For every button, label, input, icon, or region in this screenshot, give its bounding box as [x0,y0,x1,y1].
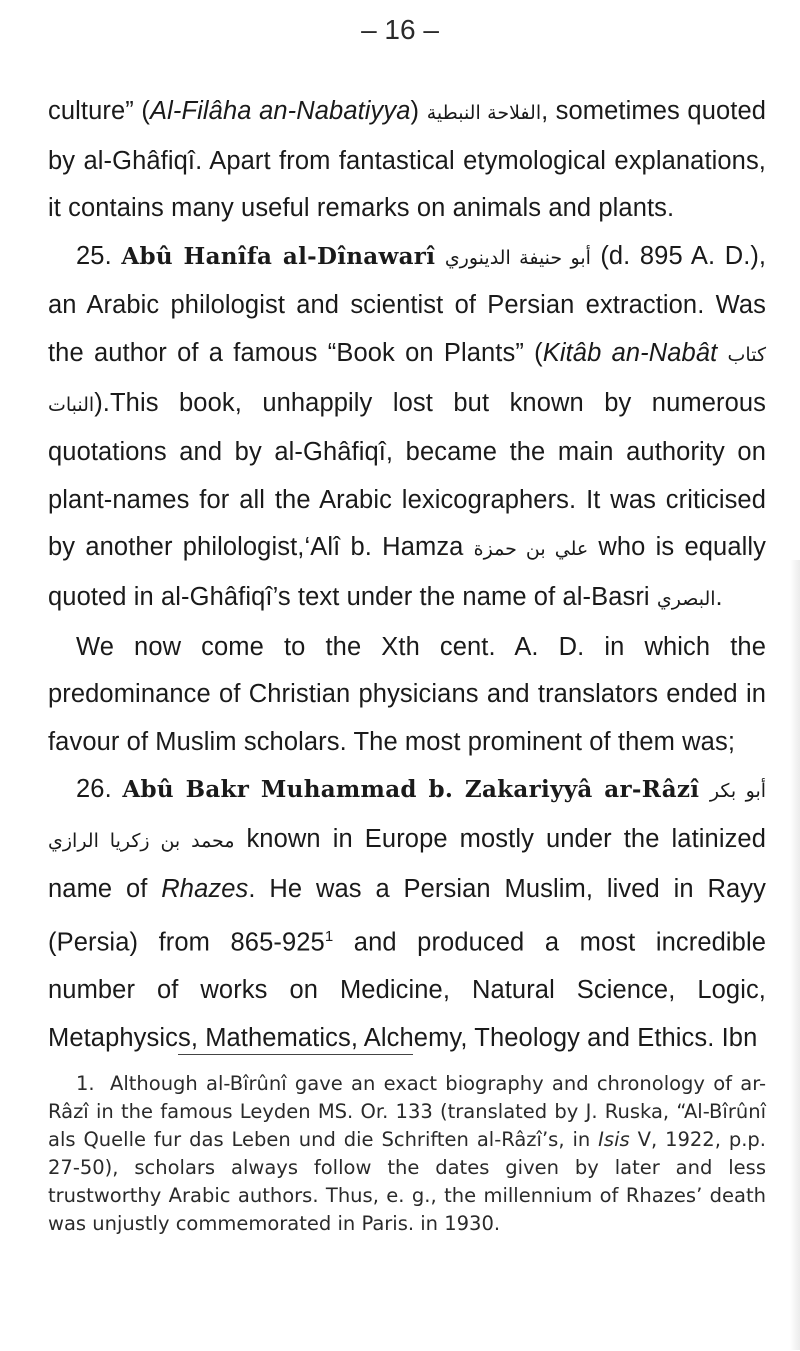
footnote: 1. Although al-Bîrûnî gave an exact biography and chronology of ar-Râzî in the famous Leyden MS. Or. 133 (translated by J. Ruska, “Al-Bîrûnî als Quelle fur das Leben und die Schriften al-Râzî’s, in Isis V, 1922, p.p. 27-50), scholars always follow the dates given by later and less trustworthy Arabic authors. Thus, e. g., the millennium of Rhazes’ death was unjustly commemorated in Paris. in 1930. [48,1072,766,1235]
arabic-book-title: كتاب النبات [48,343,766,416]
footnote-marker[interactable]: 1 [324,928,334,946]
arabic-book-title: الفلاحة النبطية [426,102,542,124]
entry-25: 25. Abû Hanîfa al-Dînawarî أبو حنيفة الدينوري (d. 895 A. D.), an Arabic philologist and scientist of Persian extraction. Was the author of a famous “Book on Plants” (Kitâb an-Nabât كتاب النبات).This book, unhappily lost but known by numerous quotations and by al-Ghâfiqî, became the main authority on plant-names for all the Arabic lexicographers. It was criticised by another philologist,‘Alî b. Hamza علي بن حمزة who is equally quoted in al-Ghâfiqî’s text under the name of al-Basri البصري. [48,241,766,611]
book-title-italic: Al-Filâha an-Nabatiyya [150,97,411,125]
entry-name: Abû Bakr Muhammad b. Zakariyyâ ar-Râzî [122,776,700,804]
paragraph-nabatiyya: culture” (Al-Filâha an-Nabatiyya) الفلاحة النبطية, sometimes quoted by al-Ghâfiqî. Apart from fantastical etymological explanations, it contains many useful remarks on animals and plants. [48,97,767,223]
main-text [48,88,766,1062]
entry-number: 26. [76,775,112,804]
page-edge-shadow [790,560,800,1350]
entry-name: Abû Hanîfa al-Dînawarî [121,242,436,270]
entry-number: 25. [76,241,112,270]
paragraph-xth-century: We now come to the Xth cent. A. D. in which the predominance of Christian physicians and translators ended in favour of Muslim scholars. The most prominent of them was; [48,632,766,756]
footnote-number: 1. [76,1072,95,1095]
journal-title-italic: Isis [598,1128,630,1151]
arabic-name: علي بن حمزة [473,538,589,561]
book-title-italic: Kitâb an-Nabât [542,338,718,367]
arabic-name: البصري [656,587,716,610]
page-number: – 16 – [361,14,439,45]
latin-name-italic: Rhazes [161,874,249,903]
arabic-name: أبو حنيفة الدينوري [444,246,591,269]
footnote-divider [178,1054,413,1055]
arabic-name: أبو بكر محمد بن زكريا الرازي [48,780,767,852]
entry-26: 26. Abû Bakr Muhammad b. Zakariyyâ ar-Râzî أبو بكر محمد بن زكريا الرازي known in Europe mostly under the latinized name of Rhazes. He was a Persian Muslim, lived in Rayy (Persia) from $865-925^1$ and produced a most incredible number of works on Medicine, Natural Science, Logic, Metaphysics, Mathematics, Alchemy, Theology and Ethics. Ibn [48,775,767,1052]
